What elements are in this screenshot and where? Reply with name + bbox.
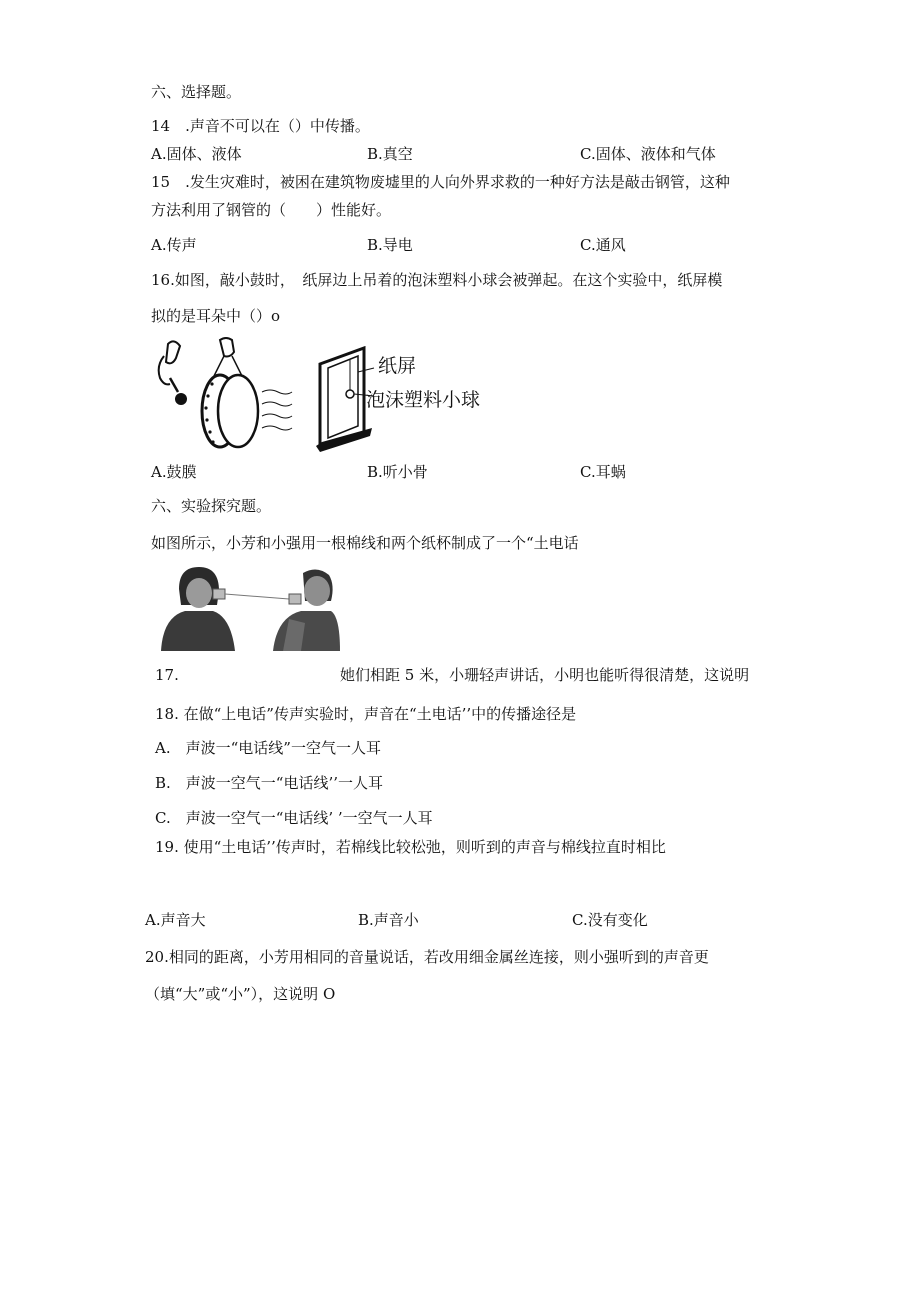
question-15-option-b: B.导电 [367,236,413,254]
question-18-option-b: B. 声波一空气一“电话线’’一人耳 [155,774,383,792]
question-14-option-b: B.真空 [367,145,413,163]
question-14-option-c: C.固体、液体和气体 [580,145,716,163]
experiment-intro: 如图所示，小芳和小强用一根棉线和两个纸杯制成了一个“土电话 [151,534,579,552]
string-telephone-photo [155,561,340,651]
question-20-line-2: （填“大”或“小”），这说明 O [145,985,336,1003]
question-14-stem: 14 .声音不可以在（）中传播。 [151,117,370,135]
question-15-option-a: A.传声 [151,236,197,254]
question-15-line-1: 15 .发生灾难时，被困在建筑物废墟里的人向外界求救的一种好方法是敲击钢管，这种 [151,173,730,191]
section-heading-choice: 六、选择题。 [151,83,242,101]
question-17-number: 17. [155,666,179,684]
question-19-option-c: C.没有变化 [572,911,648,929]
figure-label-screen: 纸屏 [378,355,417,377]
drum-illustration [150,336,295,456]
question-16-line-2: 拟的是耳朵中（）o [151,307,281,325]
question-18-option-a: A. 声波一“电话线”一空气一人耳 [155,739,381,757]
question-15-option-c: C.通风 [580,236,626,254]
question-18-stem: 18. 在做“上电话”传声实验时，声音在“土电话’’中的传播途径是 [155,705,577,723]
question-14-option-a: A.固体、液体 [151,145,242,163]
question-19-option-b: B.声音小 [358,911,419,929]
question-19-stem: 19. 使用“土电话’’传声时，若棉线比较松弛，则听到的声音与棉线拉直时相比 [155,838,666,856]
question-19-option-a: A.声音大 [145,911,206,929]
section-heading-experiment: 六、实验探究题。 [151,497,272,515]
question-16-line-1: 16.如图，敲小鼓时， 纸屏边上吊着的泡沫塑料小球会被弹起。在这个实验中，纸屏模 [151,271,723,289]
question-16-option-c: C.耳蜗 [580,463,626,481]
question-15-line-2: 方法利用了钢管的（ ）性能好。 [151,201,392,219]
question-17-text: 她们相距 5 米，小珊轻声讲话，小明也能听得很清楚，这说明 [340,666,750,684]
question-18-option-c: C. 声波一空气一“电话线’ ’一空气一人耳 [155,809,433,827]
question-16-option-a: A.鼓膜 [151,463,197,481]
figure-label-ball: 泡沫塑料小球 [366,389,481,411]
question-20-line-1: 20.相同的距离，小芳用相同的音量说话，若改用细金属丝连接，则小强听到的声音更 [145,948,709,966]
question-16-option-b: B.听小骨 [367,463,428,481]
